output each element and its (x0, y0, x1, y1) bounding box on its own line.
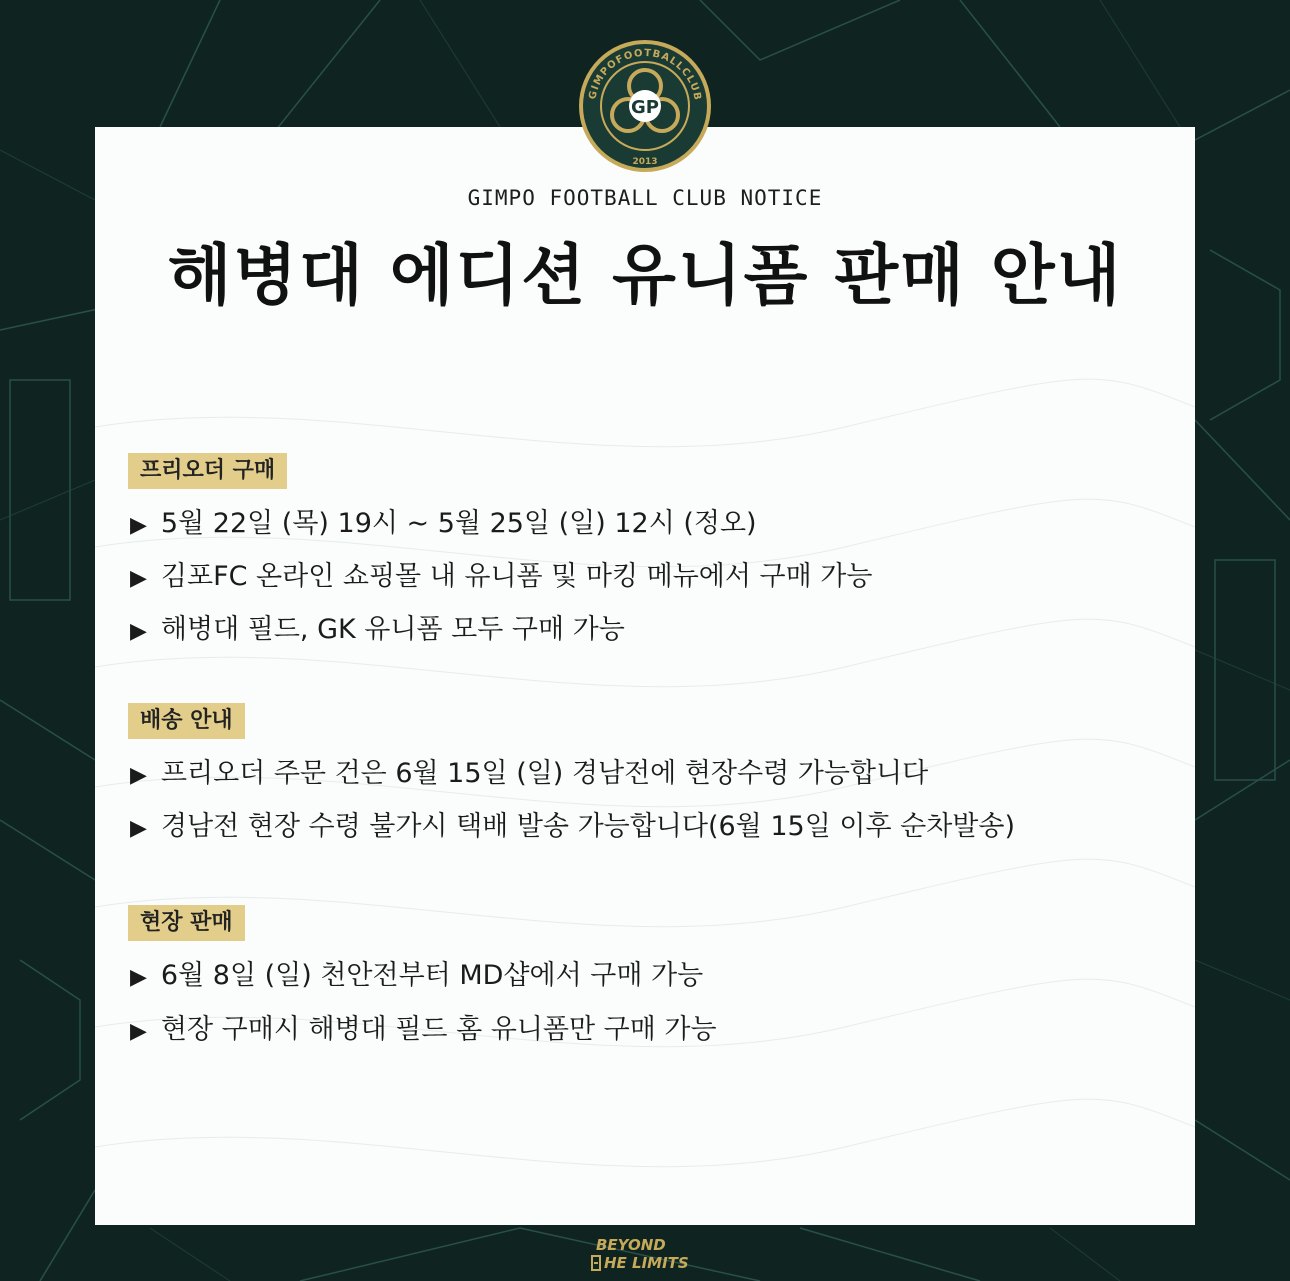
bullet-arrow-icon: ▶ (130, 1019, 147, 1044)
list-item-text: 6월 8일 (일) 천안전부터 MD샵에서 구매 가능 (160, 960, 704, 991)
list-item-text: 5월 22일 (목) 19시 ~ 5월 25일 (일) 12시 (정오) (160, 508, 757, 539)
list-item (130, 506, 757, 544)
bullet-arrow-icon: ▶ (130, 763, 147, 788)
section-badge-shipping: 배송 안내 (128, 703, 245, 739)
page-title: 해병대 에디션 유니폼 판매 안내 (167, 237, 1123, 314)
bullet-arrow-icon: ▶ (130, 513, 147, 538)
bullet-arrow-icon: ▶ (130, 619, 147, 644)
crest-monogram: GP (631, 97, 659, 118)
beyond-the-limits-logo (590, 1234, 702, 1274)
bullet-arrow-icon: ▶ (130, 566, 147, 591)
list-item (130, 612, 625, 650)
list-item-text: 프리오더 주문 건은 6월 15일 (일) 경남전에 현장수령 가능합니다 (160, 758, 929, 789)
list-item (130, 559, 872, 597)
section-badge-onsite: 현장 판매 (128, 905, 245, 941)
notice-eyebrow: GIMPO FOOTBALL CLUB NOTICE (467, 186, 823, 210)
crest-ring-text: GIMPOFOOTBALLCLUB (587, 47, 703, 102)
list-item (130, 1012, 717, 1050)
list-item (130, 756, 928, 794)
list-item (130, 958, 703, 996)
list-item-text: 경남전 현장 수령 불가시 택배 발송 가능합니다(6월 15일 이후 순차발송) (160, 811, 1015, 842)
section-badge-preorder: 프리오더 구매 (128, 453, 287, 489)
list-item-text: 현장 구매시 해병대 필드 홈 유니폼만 구매 가능 (160, 1014, 717, 1045)
footer-line1: BEYOND (596, 1236, 666, 1254)
list-item-text: 해병대 필드, GK 유니폼 모두 구매 가능 (160, 614, 625, 645)
crest-year: 2013 (632, 157, 658, 167)
club-crest-logo (577, 38, 713, 174)
bullet-arrow-icon: ▶ (130, 965, 147, 990)
list-item (130, 809, 1015, 847)
bullet-arrow-icon: ▶ (130, 816, 147, 841)
footer-line2: HE LIMITS (604, 1254, 689, 1272)
list-item-text: 김포FC 온라인 쇼핑몰 내 유니폼 및 마킹 메뉴에서 구매 가능 (160, 561, 873, 592)
